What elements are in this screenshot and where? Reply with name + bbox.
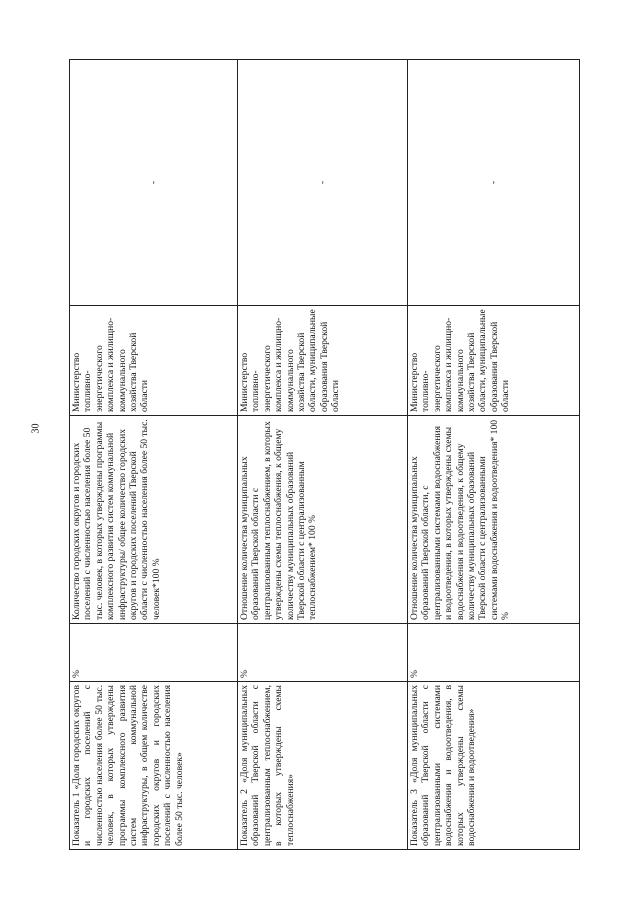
responsible-cell: Министерство топливно-энергетического комплекса и жилищно-коммунального хозяйства Тверской области [70, 306, 238, 416]
formula-cell: Отношение количества муниципальных образований Тверской области с централизованным теплоснабжением, в которых утверждены схемы теплоснабжения, к общему количеству муниципальных образований Тверской области с централизованным теплоснабжением* 100 % [238, 416, 408, 624]
indicators-table [69, 59, 580, 850]
indicator-cell: Показатель 1 «Доля городских округов и городских поселений с численностью населения более 50 тыс. человек, в которых утверждены программы комплексного развития систем коммунальной инфраструктуры, в общем количестве городских округов и городских поселений с численностью населения более 50 тыс. человек» [70, 682, 238, 850]
unit-cell: % [408, 624, 580, 682]
table-row [70, 60, 238, 850]
indicator-cell: Показатель 3 «Доля муниципальных образований Тверской области с централизованными системами водоснабжения и водоотведения, в которых утверждены схемы водоснабжения и водоотведения» [408, 682, 580, 850]
unit-cell: % [238, 624, 408, 682]
responsible-cell: Министерство топливно-энергетического комплекса и жилищно-коммунального хозяйства Тверской области, муниципальные образования Тверской области [408, 306, 580, 416]
table-row [238, 60, 408, 850]
note-cell: - [70, 60, 238, 306]
rotated-table-container [69, 60, 579, 850]
note-cell: - [238, 60, 408, 306]
formula-cell: Количество городских округов и городских поселений с численностью населения более 50 тыс. человек, в которых утверждены программы комплексного развития систем коммунальной инфраструктуры/ общее количество городских округов и городских поселений Тверской области с численностью населения более 50 тыс. человек*100 % [70, 416, 238, 624]
responsible-cell: Министерство топливно-энергетического комплекса и жилищно-коммунального хозяйства Тверской области, муниципальные образования Тверской области [238, 306, 408, 416]
page-number: 30 [30, 423, 42, 434]
unit-cell: % [70, 624, 238, 682]
note-cell: - [408, 60, 580, 306]
formula-cell: Отношение количества муниципальных образований Тверской области, с централизованными системами водоснабжения и водоотведения, в которых утверждены схемы водоснабжения и водоотведения, к общему количеству муниципальных образований Тверской области с централизованными системами водоснабжения и водоотведения* 100 % [408, 416, 580, 624]
table-row [408, 60, 580, 850]
indicator-cell: Показатель 2 «Доля муниципальных образований Тверской области с централизованным теплоснабжением, в которых утверждены схемы теплоснабжения» [238, 682, 408, 850]
